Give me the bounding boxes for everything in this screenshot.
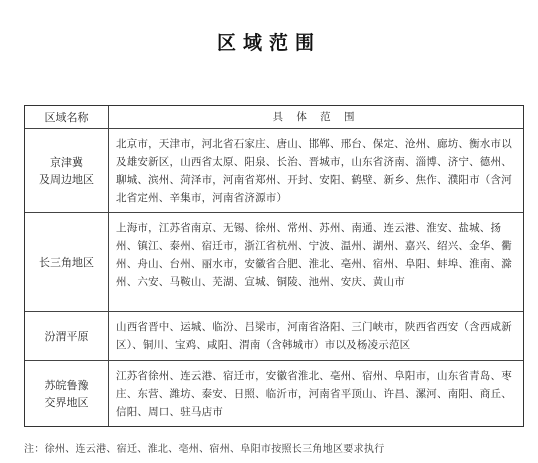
header-region-name: 区域名称 [25,106,109,128]
region-name: 京津冀 及周边地区 [25,129,109,212]
table-row [25,360,523,426]
table-header-row [25,106,523,128]
region-name: 长三角地区 [25,213,109,311]
region-scope: 上海市，江苏省南京、无锡、徐州、常州、苏州、南通、连云港、淮安、盐城、扬州、镇江、泰州、宿迁市，浙江省杭州、宁波、温州、湖州、嘉兴、绍兴、金华、衢州、舟山、台州、丽水市，安徽省合肥、淮北、亳州、宿州、阜阳、蚌埠、淮南、滁州、六安、马鞍山、芜湖、宣城、铜陵、池州、安庆、黄山市 [116,222,512,288]
region-table [24,105,524,427]
header-scope: 具 体 范 围 [272,111,360,123]
region-scope: 北京市，天津市，河北省石家庄、唐山、邯郸、邢台、保定、沧州、廊坊、衡水市以及雄安新区，山西省太原、阳泉、长治、晋城市，山东省济南、淄博、济宁、德州、聊城、滨州、菏泽市，河南省郑州、开封、安阳、鹤壁、新乡、焦作、濮阳市（含河北省定州、辛集市，河南省济源市） [116,138,512,204]
footnote: 注：徐州、连云港、宿迁、淮北、亳州、宿州、阜阳市按照长三角地区要求执行 [24,444,385,455]
region-name: 汾渭平原 [25,312,109,360]
region-scope: 山西省晋中、运城、临汾、吕梁市，河南省洛阳、三门峡市，陕西省西安（含西咸新区）、铜川、宝鸡、咸阳、渭南（含韩城市）市以及杨凌示范区 [116,321,512,351]
table-row [25,311,523,360]
table-row [25,212,523,311]
region-name: 苏皖鲁豫 交界地区 [25,361,109,426]
page-title: 区域范围 [216,32,321,54]
region-scope: 江苏省徐州、连云港、宿迁市，安徽省淮北、亳州、宿州、阜阳市，山东省青岛、枣庄、东营、潍坊、泰安、日照、临沂市，河南省平顶山、许昌、漯河、南阳、商丘、信阳、周口、驻马店市 [116,370,512,418]
table-row [25,128,523,212]
